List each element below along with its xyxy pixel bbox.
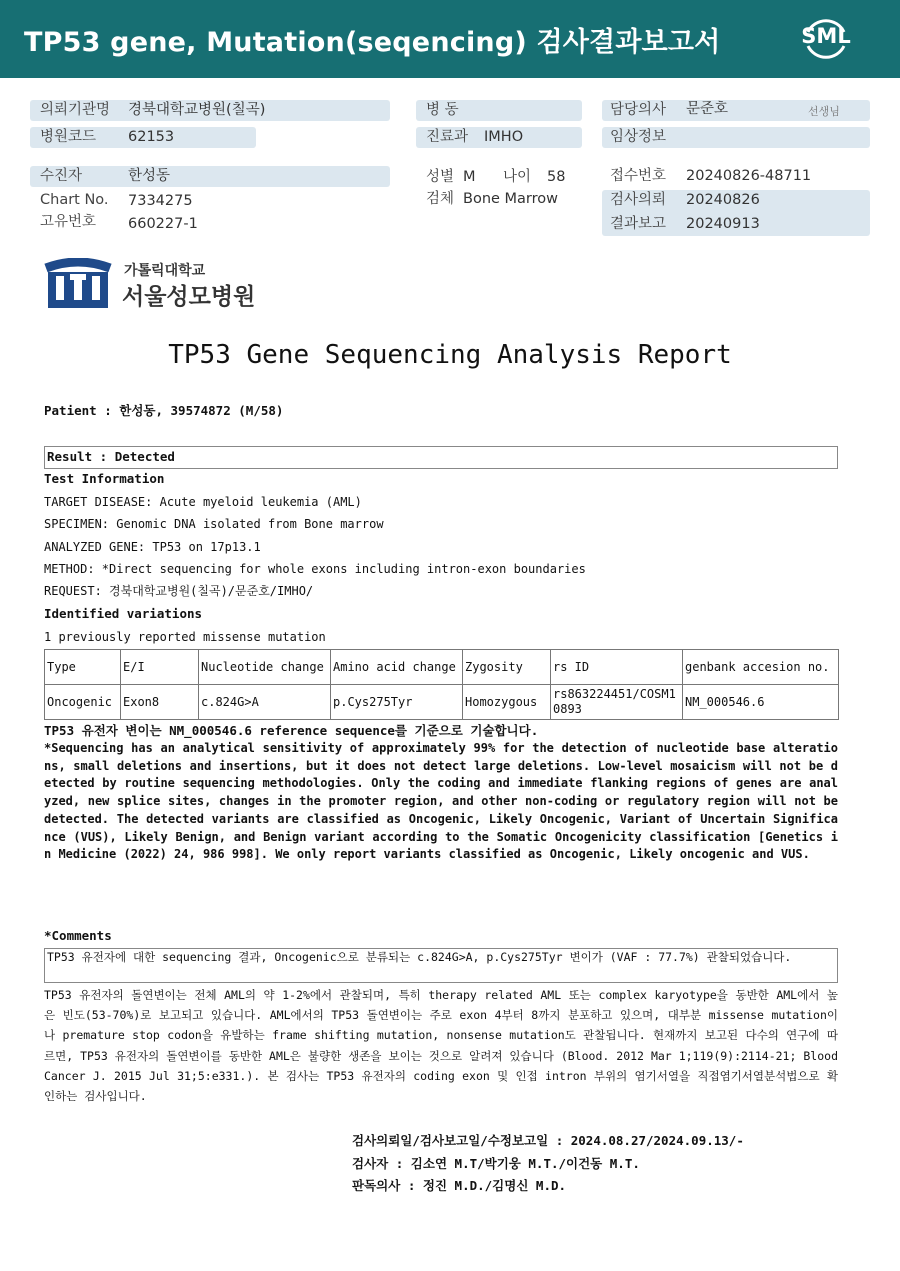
comments-heading: *Comments <box>44 928 112 943</box>
receipt-no-label: 접수번호 <box>610 168 667 184</box>
unique-no-value: 660227-1 <box>128 216 198 232</box>
identified-heading: Identified variations <box>44 606 203 621</box>
chart-no-label: Chart No. <box>40 192 109 208</box>
analyzed-gene: ANALYZED GENE: TP53 on 17p13.1 <box>44 540 261 554</box>
result-box <box>44 446 838 469</box>
sex-value: M <box>463 169 476 185</box>
reference-line: TP53 유전자 변이는 NM_000546.6 reference sequence를 기준으로 기술합니다. <box>44 723 539 738</box>
age-value: 58 <box>547 169 566 185</box>
signature-testers: 검사자 : 김소연 M.T/박기웅 M.T./이건동 M.T. <box>352 1156 640 1171</box>
receipt-no-value: 20240826-48711 <box>686 168 812 184</box>
specimen-label: 검체 <box>426 191 455 207</box>
doctor-label: 담당의사 <box>610 102 667 118</box>
department-label: 진료과 <box>426 129 469 145</box>
hospital-name-large: 서울성모병원 <box>122 284 256 310</box>
cell-nucleotide: c.824G>A <box>199 685 331 720</box>
signature-dates: 검사의뢰일/검사보고일/수정보고일 : 2024.08.27/2024.09.13/- <box>352 1133 744 1148</box>
doctor-suffix: 선생님 <box>808 105 840 118</box>
report-date-value: 20240913 <box>686 216 760 232</box>
hospital-emblem-icon <box>44 258 112 310</box>
header-type: Type <box>45 650 121 685</box>
header-title: TP53 gene, Mutation(seqencing) 검사결과보고서 <box>24 27 721 58</box>
header-amino-acid: Amino acid change <box>331 650 463 685</box>
result-line: Result : Detected <box>47 449 175 464</box>
comments-body: TP53 유전자의 돌연변이는 전체 AML의 약 1-2%에서 관찰되며, 특히 therapy related AML 또는 complex karyotype을 동반한 AML에서 높은 빈도(53-70%)로 보고되고 있습니다. AML에서의 TP53 돌연변이는 주로 exon 4부터 8까지 분포하고 있으며, 대부분 missense mutation이나 premature stop codon을 유발하는 frame shifting mutation, nonsense mutation도 관찰됩니다. 현재까지 보고된 다수의 연구에 따르면, TP53 유전자의 돌연변이를 동반한 AML은 불량한 생존을 보이는 것으로 알려져 있습니다 (Blood. 2012 Mar 1;119(9):2114-21; Blood Cancer J. 2015 Jul 31;5:e331.). 본 검사는 TP53 유전자의 coding exon 및 인접 intron 부위의 염기서열을 직접염기서열분석법으로 확인하는 검사입니다. <box>44 988 838 1104</box>
cell-amino-acid: p.Cys275Tyr <box>331 685 463 720</box>
report-header <box>0 0 900 78</box>
cell-type: Oncogenic <box>45 685 121 720</box>
report-date-label: 결과보고 <box>610 216 667 232</box>
sml-logo-text: SML <box>801 24 851 48</box>
patient-row <box>30 166 390 187</box>
patient-value: 한성동 <box>128 168 171 184</box>
request-line: REQUEST: 경북대학교병원(칠곡)/문준호/IMHO/ <box>44 584 314 598</box>
variant-table <box>44 649 839 720</box>
header-genbank: genbank accesion no. <box>683 650 839 685</box>
method-line: METHOD: *Direct sequencing for whole exons including intron-exon boundaries <box>44 562 586 576</box>
header-exon: E/I <box>121 650 199 685</box>
hospital-emblem <box>44 258 112 310</box>
patient-label: 수진자 <box>40 168 83 184</box>
doctor-value: 문준호 <box>686 101 729 117</box>
unique-no-label: 고유번호 <box>40 214 97 230</box>
header-zygosity: Zygosity <box>463 650 551 685</box>
cell-genbank: NM_000546.6 <box>683 685 839 720</box>
department-value: IMHO <box>484 129 524 145</box>
sex-label: 성별 <box>426 169 455 185</box>
chart-no-value: 7334275 <box>128 193 193 209</box>
comments-box-text: TP53 유전자에 대한 sequencing 결과, Oncogenic으로 분류되는 c.824G>A, p.Cys275Tyr 변이가 (VAF : 77.7%) 관찰되었습니다. <box>47 950 792 964</box>
cell-zygosity: Homozygous <box>463 685 551 720</box>
comments-box <box>44 948 838 983</box>
identified-summary: 1 previously reported missense mutation <box>44 630 326 644</box>
report-title: TP53 Gene Sequencing Analysis Report <box>168 340 732 370</box>
sml-logo <box>800 12 852 64</box>
header-nucleotide: Nucleotide change <box>199 650 331 685</box>
request-date-value: 20240826 <box>686 192 760 208</box>
specimen-line: SPECIMEN: Genomic DNA isolated from Bone marrow <box>44 517 384 531</box>
patient-line: Patient : 한성동, 39574872 (M/58) <box>44 403 284 418</box>
cell-rsid: rs863224451/COSM10893 <box>551 685 683 720</box>
cell-exon: Exon8 <box>121 685 199 720</box>
hospital-code-label: 병원코드 <box>40 129 97 145</box>
hospital-name-small: 가톨릭대학교 <box>124 263 206 279</box>
target-disease: TARGET DISEASE: Acute myeloid leukemia (AML) <box>44 495 362 509</box>
request-date-label: 검사의뢰 <box>610 192 667 208</box>
test-info-heading: Test Information <box>44 471 165 486</box>
header-rsid: rs ID <box>551 650 683 685</box>
clinical-info-label: 임상정보 <box>610 129 667 145</box>
age-label: 나이 <box>503 169 532 185</box>
hospital-code-value: 62153 <box>128 129 175 145</box>
ward-label: 병 동 <box>426 102 459 118</box>
signature-readers: 판독의사 : 정진 M.D./김명신 M.D. <box>352 1178 567 1193</box>
specimen-value: Bone Marrow <box>463 191 559 207</box>
disclaimer-paragraph: *Sequencing has an analytical sensitivity of approximately 99% for the detection of nucleotide base alterations, small deletions and insertions, but it does not detect large deletions. Low-level mosaicism will not be detected by routine sequencing methodologies. Only the coding and immediate flanking regions of genes are analyzed, new splice sites, changes in the promoter region, and other non-coding or regulatory region will not be detected. The detected variants are classified as Oncogenic, Likely Oncogenic, Variant of Uncertain Significance (VUS), Likely Benign, and Benign variant according to the Somatic Oncogenicity classification [Genetics in Medicine (2022) 24, 986 998]. We only report variants classified as Oncogenic, Likely oncogenic and VUS. <box>44 741 838 862</box>
institution-value: 경북대학교병원(칠곡) <box>128 102 266 118</box>
variant-table-header <box>45 650 839 685</box>
institution-label: 의뢰기관명 <box>40 102 111 118</box>
table-row <box>45 685 839 720</box>
